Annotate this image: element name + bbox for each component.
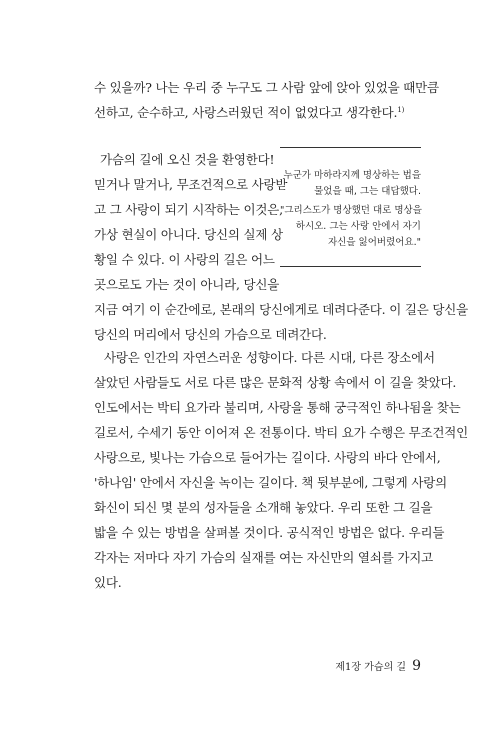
sidebar-line-4: 하시오. 그는 사랑 안에서 자기 bbox=[295, 221, 421, 232]
section-line-2: 믿거나 말거나, 무조건적으로 사랑받 bbox=[94, 177, 288, 192]
section-line-7: 지금 여기 이 순간에로, 본래의 당신에게로 데려다준다. 이 길은 당신을 bbox=[94, 302, 469, 317]
para2-line-4: 길로서, 수세기 동안 이어져 온 전통이다. 박티 요가 수행은 무조건적인 bbox=[94, 425, 469, 440]
footnote-marker: 1) bbox=[397, 105, 405, 114]
section-line-3: 고 그 사랑이 되기 시작하는 이것은, bbox=[94, 202, 283, 217]
chapter-title: 제1장 가슴의 길 bbox=[335, 662, 407, 673]
page-footer bbox=[335, 658, 421, 674]
section-line-8: 당신의 머리에서 당신의 가슴으로 데려간다. bbox=[94, 327, 327, 342]
para2-line-9: 각자는 저마다 자기 가슴의 실재를 여는 자신만의 열쇠를 가지고 bbox=[94, 550, 433, 565]
section-line-4: 가상 현실이 아니다. 당신의 실제 상 bbox=[94, 227, 283, 242]
sidebar-line-5: 자신을 잃어버렸어요." bbox=[327, 237, 421, 248]
intro-line-2-text: 선하고, 순수하고, 사랑스러웠던 적이 없었다고 생각한다. bbox=[94, 105, 398, 120]
para2-line-2: 살았던 사람들도 서로 다른 많은 문화적 상황 속에서 이 길을 찾았다. bbox=[94, 375, 457, 390]
sidebar-line-2: 물었을 때, 그는 대답했다. bbox=[314, 186, 421, 197]
section-line-6: 곳으로도 가는 것이 아니라, 당신을 bbox=[94, 277, 280, 292]
para2-line-10: 있다. bbox=[94, 575, 122, 590]
sidebar-quote bbox=[280, 147, 421, 267]
para2-line-7: 화신이 되신 몇 분의 성자들을 소개해 놓았다. 우리 또한 그 길을 bbox=[94, 500, 433, 515]
para2-line-1: 사랑은 인간의 자연스러운 성향이다. 다른 시대, 다른 장소에서 bbox=[104, 350, 435, 365]
para2-line-6: '하나임' 안에서 자신을 녹이는 길이다. 책 뒷부분에, 그렇게 사랑의 bbox=[94, 475, 447, 490]
para2-line-8: 밟을 수 있는 방법을 살펴볼 것이다. 공식적인 방법은 없다. 우리들 bbox=[94, 525, 445, 540]
intro-line-1: 수 있을까? 나는 우리 중 누구도 그 사람 앞에 앉아 있었을 때만큼 bbox=[94, 80, 439, 95]
section-line-5: 황일 수 있다. 이 사랑의 길은 어느 bbox=[94, 252, 275, 267]
para2-line-3: 인도에서는 박티 요가라 불리며, 사랑을 통해 궁극적인 하나됨을 찾는 bbox=[94, 400, 461, 415]
sidebar-line-3: "그리스도가 명상했던 대로 명상을 bbox=[280, 205, 422, 216]
intro-line-2 bbox=[94, 105, 404, 121]
para2-line-5: 사랑으로, 빛나는 가슴으로 들어가는 길이다. 사랑의 바다 안에서, bbox=[94, 450, 441, 465]
sidebar-line-1: 누군가 마하라지께 명상하는 법을 bbox=[283, 170, 421, 181]
section-line-1: 가슴의 길에 오신 것을 환영한다! bbox=[100, 152, 275, 167]
page-number: 9 bbox=[412, 658, 421, 674]
